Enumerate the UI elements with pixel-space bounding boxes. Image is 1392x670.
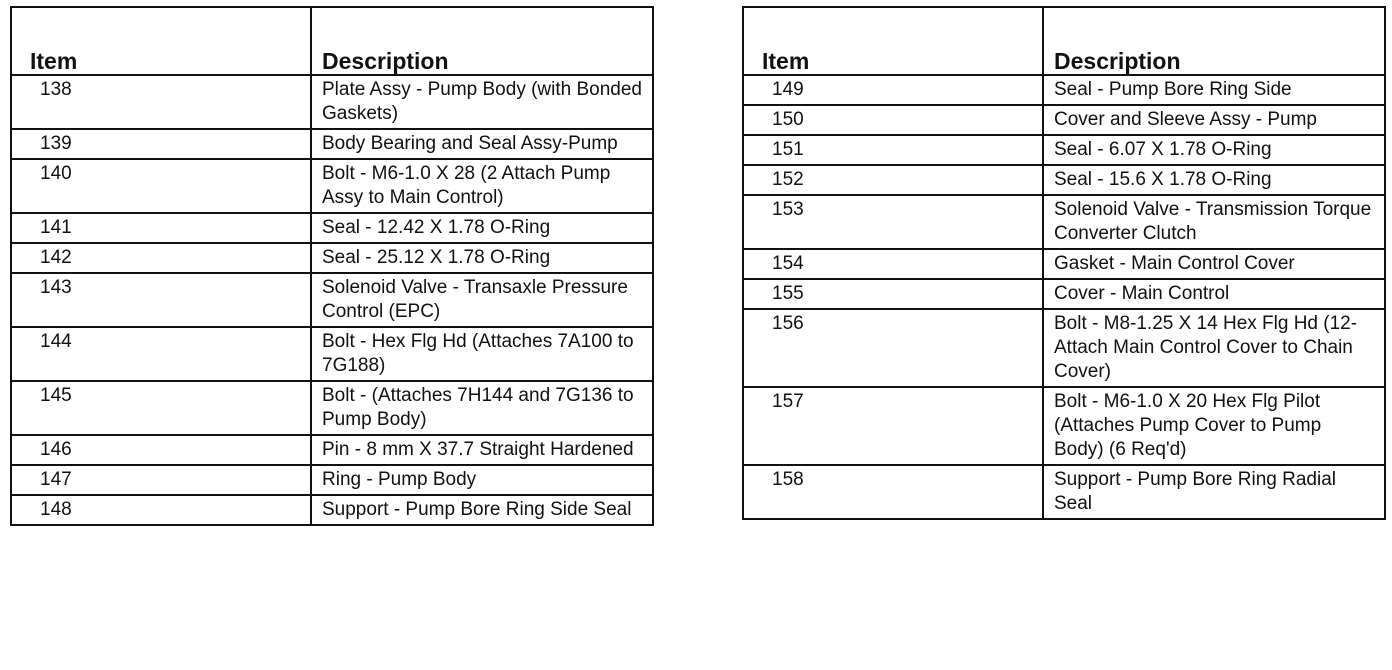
table-row bbox=[11, 381, 653, 435]
item-number: 149 bbox=[743, 75, 1043, 105]
table-row bbox=[743, 279, 1385, 309]
item-number: 152 bbox=[743, 165, 1043, 195]
item-description: Seal - Pump Bore Ring Side bbox=[1043, 75, 1385, 105]
item-number: 138 bbox=[11, 75, 311, 129]
item-number: 144 bbox=[11, 327, 311, 381]
item-number: 155 bbox=[743, 279, 1043, 309]
table-row bbox=[11, 159, 653, 213]
item-description: Bolt - M6-1.0 X 20 Hex Flg Pilot (Attaches Pump Cover to Pump Body) (6 Req'd) bbox=[1043, 387, 1385, 465]
table-row bbox=[11, 465, 653, 495]
table-row bbox=[11, 75, 653, 129]
table-row bbox=[743, 465, 1385, 519]
table-header-row bbox=[743, 7, 1385, 75]
item-number: 141 bbox=[11, 213, 311, 243]
item-description: Seal - 12.42 X 1.78 O-Ring bbox=[311, 213, 653, 243]
item-number: 148 bbox=[11, 495, 311, 525]
table-row bbox=[11, 243, 653, 273]
parts-table-left bbox=[10, 6, 654, 526]
item-description: Bolt - (Attaches 7H144 and 7G136 to Pump Body) bbox=[311, 381, 653, 435]
item-number: 146 bbox=[11, 435, 311, 465]
table-row bbox=[743, 105, 1385, 135]
table-row bbox=[11, 213, 653, 243]
item-description: Ring - Pump Body bbox=[311, 465, 653, 495]
item-description: Support - Pump Bore Ring Radial Seal bbox=[1054, 469, 1336, 514]
item-description: Body Bearing and Seal Assy-Pump bbox=[311, 129, 653, 159]
item-description: Seal - 25.12 X 1.78 O-Ring bbox=[311, 243, 653, 273]
item-number: 151 bbox=[743, 135, 1043, 165]
item-description: Solenoid Valve - Transaxle Pressure Control (EPC) bbox=[311, 273, 653, 327]
item-number: 145 bbox=[11, 381, 311, 435]
item-number: 150 bbox=[743, 105, 1043, 135]
item-description: Pin - 8 mm X 37.7 Straight Hardened bbox=[311, 435, 653, 465]
item-description: Seal - 15.6 X 1.78 O-Ring bbox=[1043, 165, 1385, 195]
item-number: 158 bbox=[743, 465, 1043, 519]
table-row bbox=[11, 129, 653, 159]
table-row bbox=[743, 249, 1385, 279]
item-description: Plate Assy - Pump Body (with Bonded Gaskets) bbox=[311, 75, 653, 129]
item-number: 156 bbox=[743, 309, 1043, 387]
item-number: 153 bbox=[743, 195, 1043, 249]
table-row bbox=[743, 387, 1385, 465]
item-number: 140 bbox=[11, 159, 311, 213]
item-description: Gasket - Main Control Cover bbox=[1043, 249, 1385, 279]
column-header-item: Item bbox=[11, 7, 311, 75]
table-row bbox=[11, 435, 653, 465]
item-number: 157 bbox=[743, 387, 1043, 465]
item-description: Seal - 6.07 X 1.78 O-Ring bbox=[1043, 135, 1385, 165]
item-number: 154 bbox=[743, 249, 1043, 279]
table-row bbox=[743, 195, 1385, 249]
table-row bbox=[743, 135, 1385, 165]
table-header-row bbox=[11, 7, 653, 75]
column-header-description: Description bbox=[311, 7, 653, 75]
item-description: Support - Pump Bore Ring Side Seal bbox=[322, 499, 632, 520]
item-description: Solenoid Valve - Transmission Torque Converter Clutch bbox=[1043, 195, 1385, 249]
table-row bbox=[11, 327, 653, 381]
item-description: Bolt - Hex Flg Hd (Attaches 7A100 to 7G188) bbox=[311, 327, 653, 381]
item-number: 139 bbox=[11, 129, 311, 159]
item-description: Cover and Sleeve Assy - Pump bbox=[1043, 105, 1385, 135]
table-row bbox=[743, 309, 1385, 387]
column-header-description: Description bbox=[1043, 7, 1385, 75]
parts-table-right bbox=[742, 6, 1386, 520]
item-number: 147 bbox=[11, 465, 311, 495]
table-row bbox=[11, 273, 653, 327]
item-number: 142 bbox=[11, 243, 311, 273]
item-description: Bolt - M6-1.0 X 28 (2 Attach Pump Assy to Main Control) bbox=[311, 159, 653, 213]
item-description: Cover - Main Control bbox=[1043, 279, 1385, 309]
column-header-item: Item bbox=[743, 7, 1043, 75]
table-row bbox=[743, 75, 1385, 105]
table-row bbox=[743, 165, 1385, 195]
item-number: 143 bbox=[11, 273, 311, 327]
table-row bbox=[11, 495, 653, 525]
item-description: Bolt - M8-1.25 X 14 Hex Flg Hd (12-Attach Main Control Cover to Chain Cover) bbox=[1043, 309, 1385, 387]
